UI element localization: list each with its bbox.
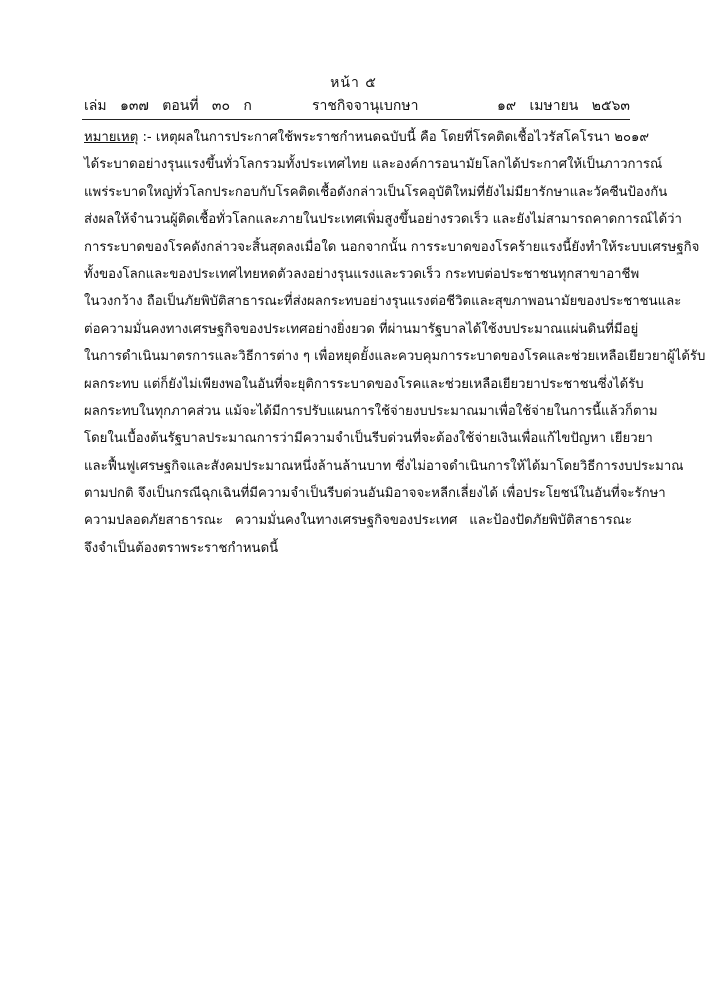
note-line: ผลกระทบ แต่ก็ยังไม่เพียงพอในอันที่จะยุติการระบาดของโรคและช่วยเหลือเยียวยาประชาชนซึ่งได้รับ	[84, 376, 644, 392]
publication-title: ราชกิจจานุเบกษา	[312, 98, 419, 114]
note-label: หมายเหตุ	[84, 130, 139, 145]
note-line	[84, 124, 650, 151]
note-line: จึงจำเป็นต้องตราพระราชกำหนดนี้	[84, 540, 279, 556]
publication-date: ๑๙ เมษายน ๒๕๖๓	[497, 98, 630, 114]
note-line: ทั้งของโลกและของประเทศไทยหดตัวลงอย่างรุนแรงและรวดเร็ว กระทบต่อประชาชนทุกสาขาอาชีพ	[84, 266, 640, 282]
note-line: ผลกระทบในทุกภาคส่วน แม้จะได้มีการปรับแผนการใช้จ่ายงบประมาณมาเพื่อใช้จ่ายในการนี้แล้วก็ตาม	[84, 403, 658, 419]
note-line: แพร่ระบาดใหญ่ทั่วโลกประกอบกับโรคติดเชื้อดังกล่าวเป็นโรคอุบัติใหม่ที่ยังไม่มียารักษาและวัคซีนป้องกัน	[84, 184, 668, 200]
page-number: หน้า ๕	[330, 75, 377, 91]
header-divider	[82, 119, 630, 120]
note-paragraph	[84, 124, 706, 562]
note-line-text: :- เหตุผลในการประกาศใช้พระราชกำหนดฉบับนี้ คือ โดยที่โรคติดเชื้อไวรัสโคโรนา ๒๐๑๙	[138, 130, 650, 145]
volume-issue: เล่ม ๑๓๗ ตอนที่ ๓๐ ก	[84, 98, 252, 114]
note-line: และฟื้นฟูเศรษฐกิจและสังคมประมาณหนึ่งล้านล้านบาท ซึ่งไม่อาจดำเนินการให้ได้มาโดยวิธีการงบประมาณ	[84, 458, 684, 474]
note-line: การระบาดของโรคดังกล่าวจะสิ้นสุดลงเมื่อใด นอกจากนั้น การระบาดของโรคร้ายแรงนี้ยังทำให้ระบบเศรษฐกิจ	[84, 239, 700, 255]
note-line: ตามปกติ จึงเป็นกรณีฉุกเฉินที่มีความจำเป็นรีบด่วนอันมิอาจจะหลีกเลี่ยงได้ เพื่อประโยชน์ในอันที่จะรักษา	[84, 486, 666, 502]
note-line: โดยในเบื้องต้นรัฐบาลประมาณการว่ามีความจำเป็นรีบด่วนที่จะต้องใช้จ่ายเงินเพื่อแก้ไขปัญหา เยียวยา	[84, 431, 653, 447]
note-line: ต่อความมั่นคงทางเศรษฐกิจของประเทศอย่างยิ่งยวด ที่ผ่านมารัฐบาลได้ใช้งบประมาณแผ่นดินที่มีอยู่	[84, 321, 639, 337]
note-line: ในวงกว้าง ถือเป็นภัยพิบัติสาธารณะที่ส่งผลกระทบอย่างรุนแรงต่อชีวิตและสุขภาพอนามัยของประชาชนและ	[84, 294, 682, 310]
note-line: ส่งผลให้จำนวนผู้ติดเชื้อทั่วโลกและภายในประเทศเพิ่มสูงขึ้นอย่างรวดเร็ว และยังไม่สามารถคาดการณ์ได้ว่า	[84, 212, 682, 228]
note-line: ได้ระบาดอย่างรุนแรงขึ้นทั่วโลกรวมทั้งประเทศไทย และองค์การอนามัยโลกได้ประกาศให้เป็นภาวการณ์	[84, 157, 663, 173]
gazette-header	[84, 95, 630, 117]
note-line: ในการดำเนินมาตรการและวิธีการต่าง ๆ เพื่อหยุดยั้งและควบคุมการระบาดของโรคและช่วยเหลือเยียวยาผู้ได้รับ	[84, 349, 706, 365]
note-line: ความปลอดภัยสาธารณะ ความมั่นคงในทางเศรษฐกิจของประเทศ และป้องปัดภัยพิบัติสาธารณะ	[84, 513, 632, 529]
